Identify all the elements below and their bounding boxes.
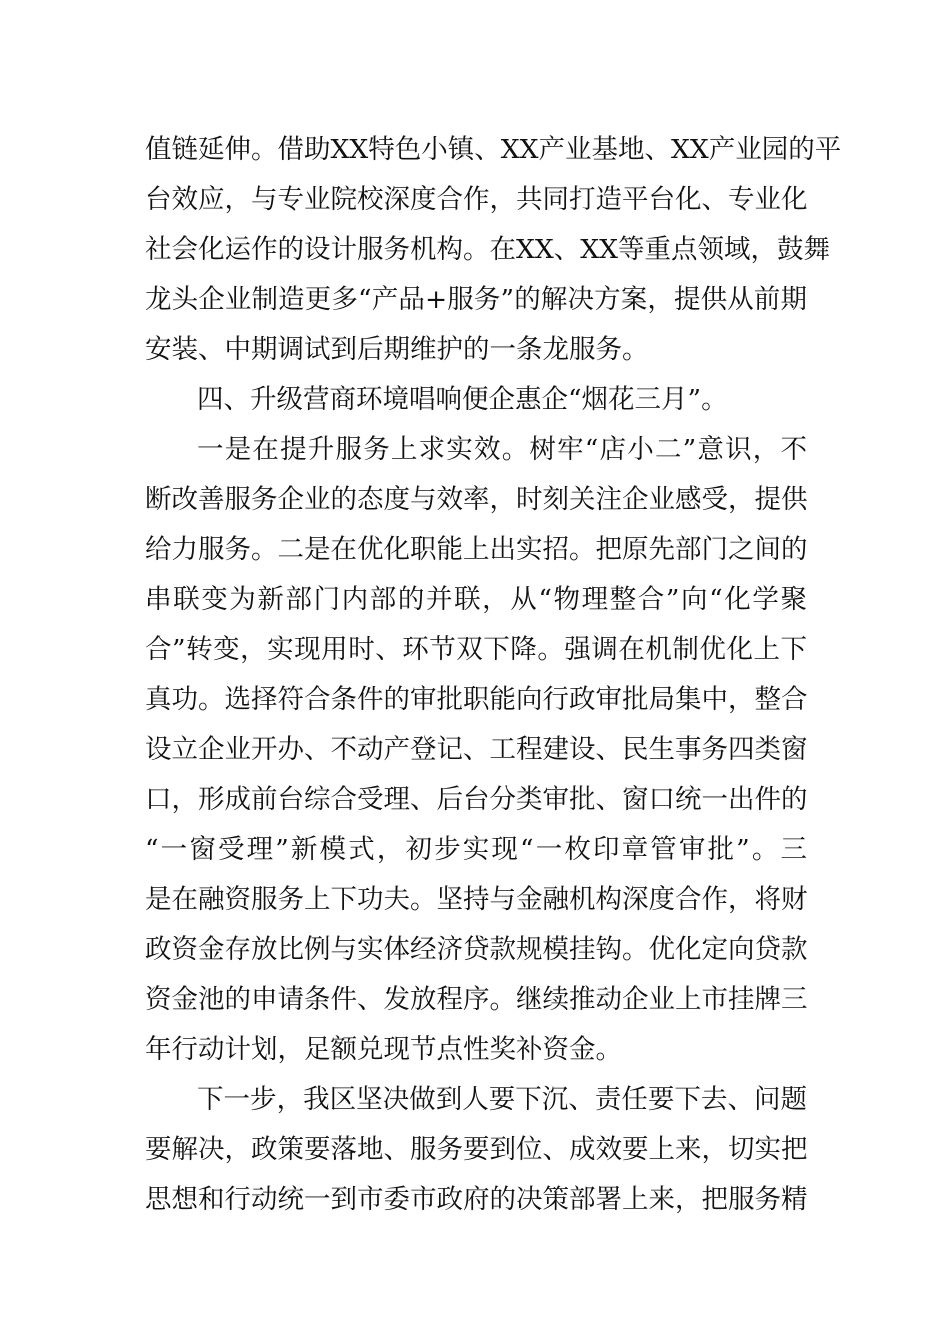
text-line-22: 思想和行动统一到市委市政府的决策部署上来，把服务精 [145, 1184, 808, 1215]
text-line-12: 真功。选择符合条件的审批职能向行政审批局集中，整合 [145, 684, 808, 715]
text-line-16: 是在融资服务上下功夫。坚持与金融机构深度合作，将财 [145, 884, 808, 915]
text-line-9: 给力服务。二是在优化职能上出实招。把原先部门之间的 [145, 534, 808, 565]
text-line-21: 要解决，政策要落地、服务要到位、成效要上来，切实把 [145, 1134, 808, 1165]
text-line-14: 口，形成前台综合受理、后台分类审批、窗口统一出件的 [145, 784, 808, 815]
section-heading: 四、升级营商环境唱响便企惠企“烟花三月”。 [197, 384, 728, 415]
text-line-11: 合”转变，实现用时、环节双下降。强调在机制优化上下 [145, 634, 807, 665]
text-line-19: 年行动计划，足额兑现节点性奖补资金。 [145, 1034, 622, 1065]
text-line-20: 下一步，我区坚决做到人要下沉、责任要下去、问题 [197, 1084, 807, 1115]
text-line-10: 串联变为新部门内部的并联，从“物理整合”向“化学聚 [145, 584, 807, 615]
text-line-4: 龙头企业制造更多“产品+服务”的解决方案，提供从前期 [145, 284, 807, 315]
text-line-17: 政资金存放比例与实体经济贷款规模挂钩。优化定向贷款 [145, 934, 808, 965]
text-line-15: “一窗受理”新模式，初步实现“一枚印章管审批”。三 [145, 834, 807, 865]
text-line-8: 断改善服务企业的态度与效率，时刻关注企业感受，提供 [145, 484, 808, 515]
text-line-7: 一是在提升服务上求实效。树牢“店小二”意识，不 [197, 434, 807, 465]
text-line-1: 值链延伸。借助XX特色小镇、XX产业基地、XX产业园的平 [145, 134, 842, 165]
text-line-13: 设立企业开办、不动产登记、工程建设、民生事务四类窗 [145, 734, 808, 765]
text-line-5: 安装、中期调试到后期维护的一条龙服务。 [145, 334, 649, 365]
text-line-18: 资金池的申请条件、发放程序。继续推动企业上市挂牌三 [145, 984, 808, 1015]
text-line-3: 社会化运作的设计服务机构。在XX、XX等重点领域，鼓舞 [145, 234, 830, 265]
text-line-2: 台效应，与专业院校深度合作，共同打造平台化、专业化 [145, 184, 808, 215]
